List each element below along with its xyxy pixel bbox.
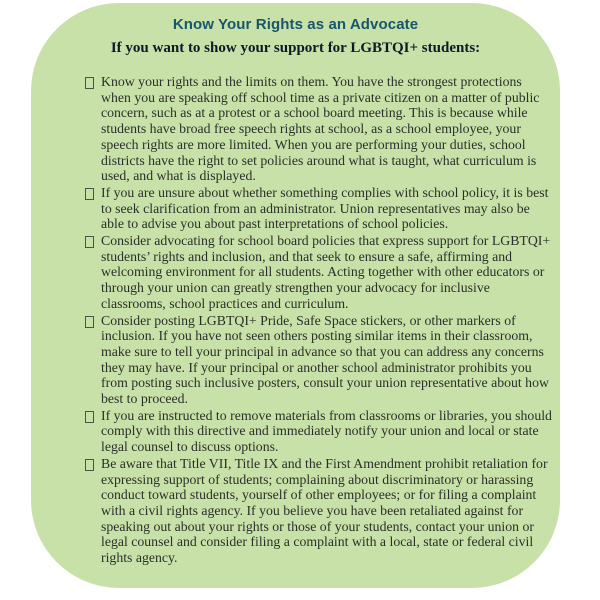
list-item-text: Know your rights and the limits on them. You have the strongest protections when you are speaking off school time as a private citizen on a matter of public concern, such as at a protest or a school board meeting. This is because while students have broad free speech rights at school, as a school employee, your speech rights are more limited. When you are performing your duties, school districts have the right to set policies around what is taught, what curriculum is used, and what is displayed. (101, 74, 540, 184)
list-item-text: If you are instructed to remove materials from classrooms or libraries, you should comply with this directive and immediately notify your union and local or state legal counsel to discuss options. (101, 407, 552, 455)
list-item-text: If you are unsure about whether something complies with school policy, it is best to seek clarification from an administrator. Union representatives may also be able to advise you about past interpretations of school policies. (101, 184, 549, 232)
empty-square-icon (85, 411, 94, 423)
empty-square-icon (85, 236, 94, 248)
list-item (84, 74, 553, 184)
page-title: Know Your Rights as an Advocate (172, 16, 419, 33)
empty-square-icon (85, 77, 94, 89)
empty-square-icon (85, 459, 94, 471)
page-subtitle: If you want to show your support for LGBTQI+ students: (110, 40, 481, 56)
rights-list (84, 74, 553, 567)
empty-square-icon (85, 188, 94, 200)
list-item (84, 185, 553, 232)
empty-square-icon (85, 316, 94, 328)
list-item-text: Be aware that Title VII, Title IX and the First Amendment prohibit retaliation for expressing support of students; complaining about discriminatory or harassing conduct toward students, yourself of other employees; or for filing a complaint with a civil rights agency. If you believe you have been retaliated against for speaking out about your rights or those of your students, contact your union or legal counsel and consider filing a complaint with a local, state or federal civil rights agency. (101, 455, 548, 566)
list-item (84, 313, 553, 407)
list-item (84, 408, 553, 455)
advocate-rights-card (31, 3, 560, 588)
list-item-text: Consider posting LGBTQI+ Pride, Safe Space stickers, or other markers of inclusion. If you have not seen others posting similar items in their classroom, make sure to tell your principal in advance so that you can address any concerns they may have. If your principal or another school administrator prohibits you from posting such inclusive posters, consult your union representative about how best to proceed. (101, 312, 549, 407)
list-item (84, 456, 553, 566)
list-item-text: Consider advocating for school board policies that express support for LGBTQI+ students’ rights and inclusion, and that seek to ensure a safe, affirming and welcoming environment for all students. Acting together with other educators or through your union can greatly strengthen your advocacy for inclusive classrooms, school practices and curriculum. (101, 233, 551, 311)
list-item (84, 233, 553, 312)
